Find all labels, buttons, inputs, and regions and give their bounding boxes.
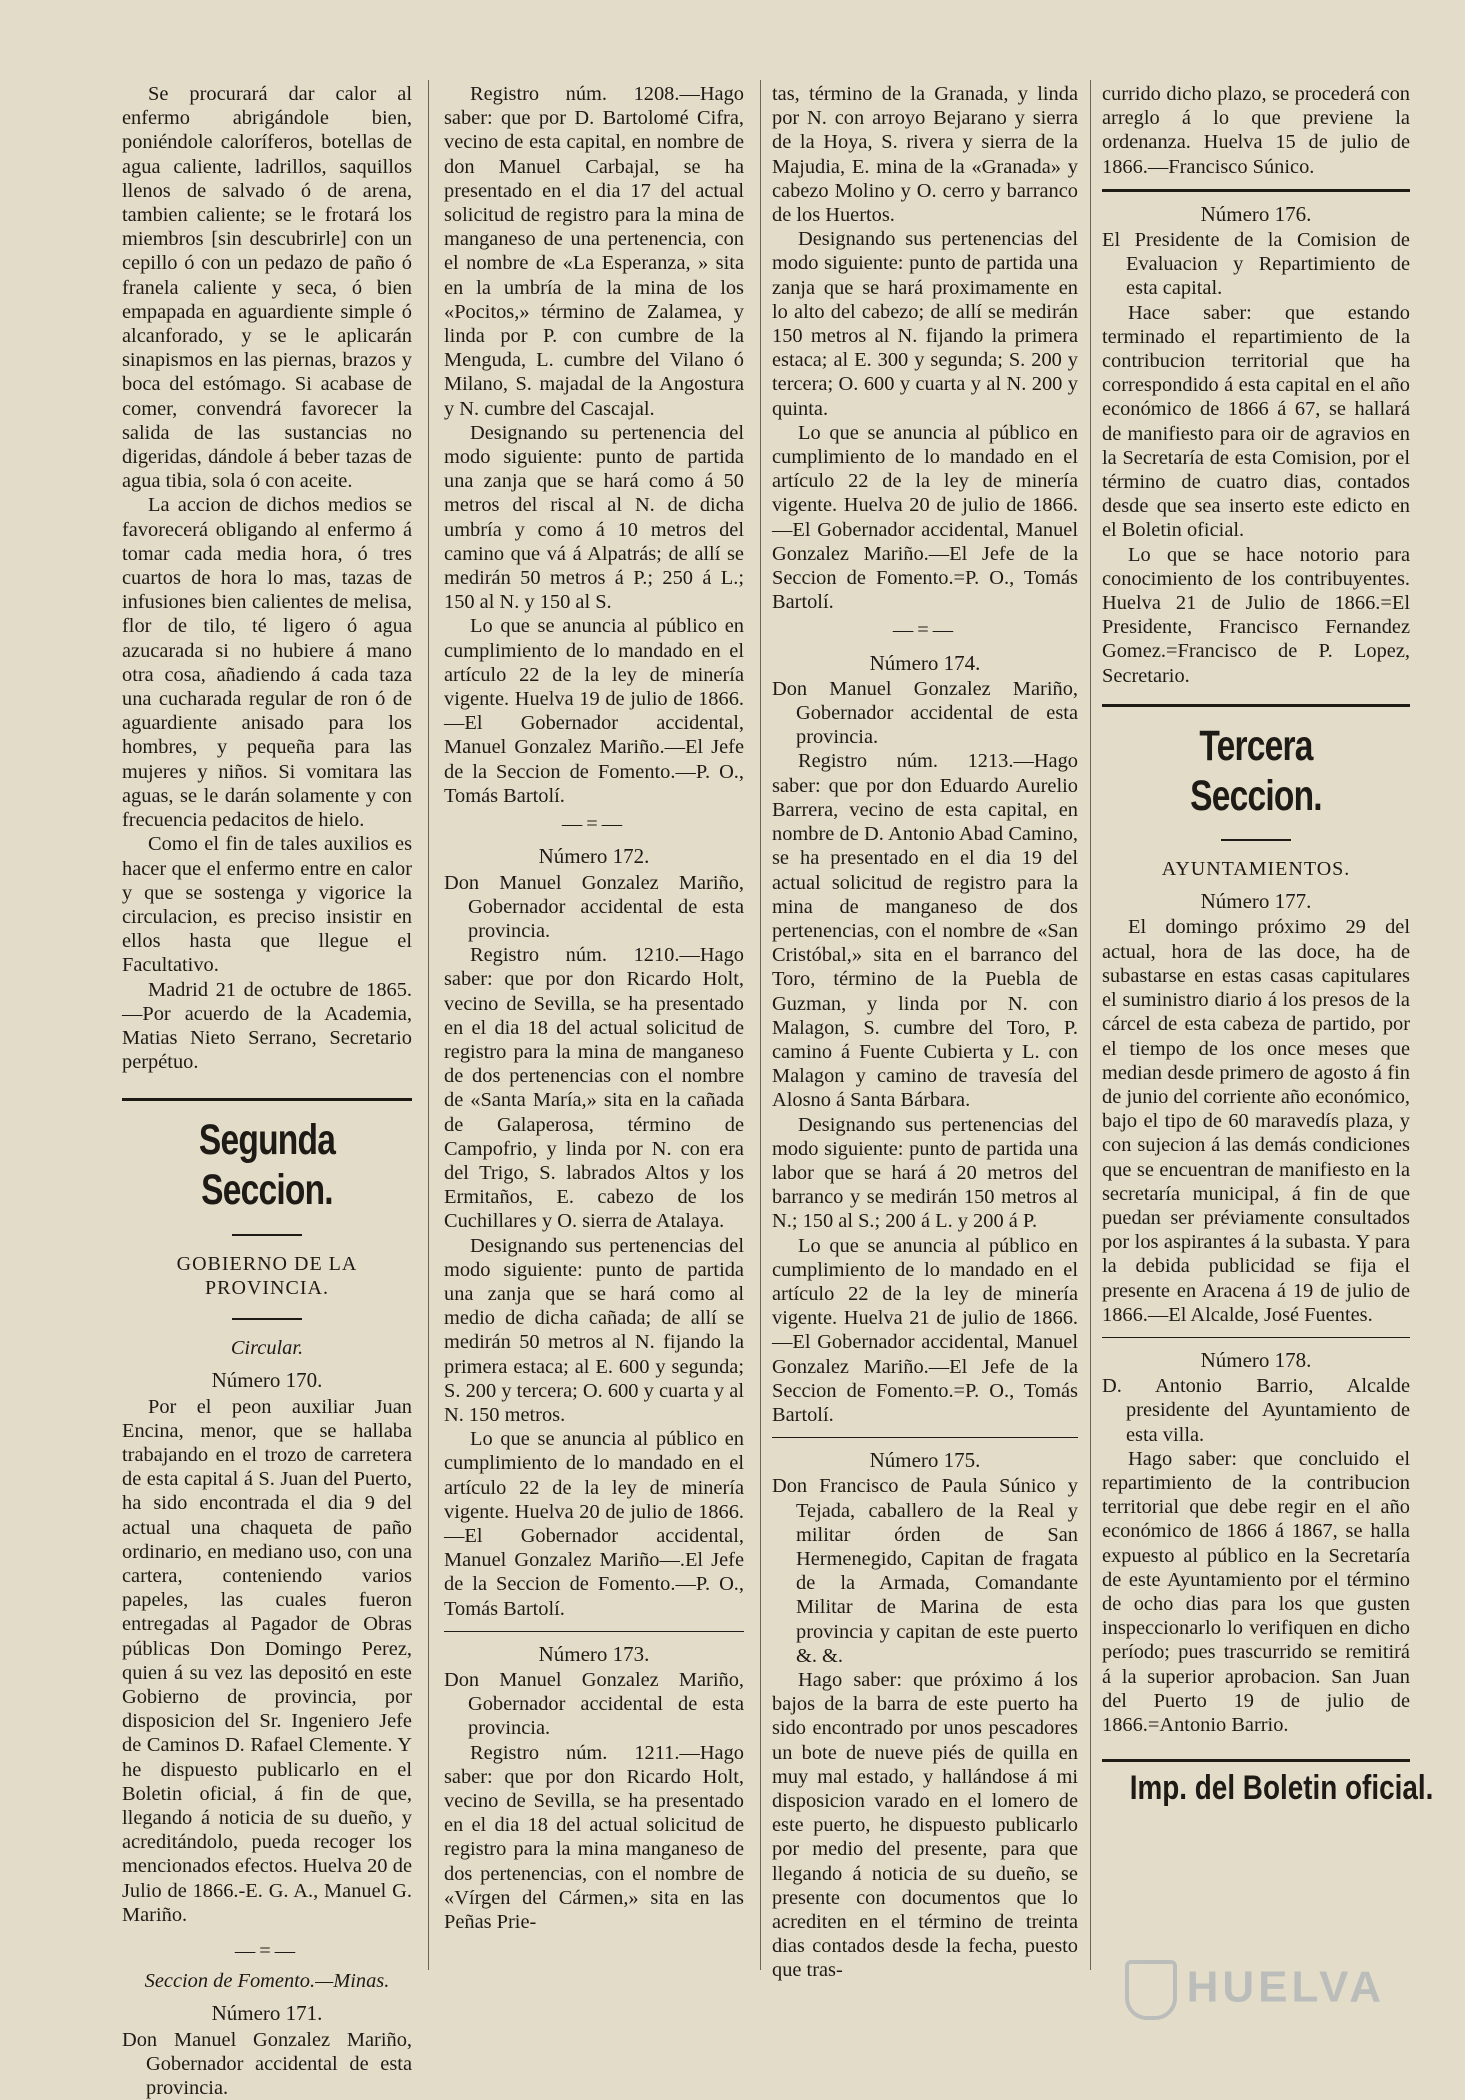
ornament-divider xyxy=(122,1306,412,1330)
subheading-ayuntamientos: AYUNTAMIENTOS. xyxy=(1161,858,1351,881)
subheading-gobierno: GOBIERNO DE LA PROVINCIA. xyxy=(176,1252,358,1299)
number-title: Número 177. xyxy=(1200,889,1312,914)
shield-icon xyxy=(1125,1960,1177,2020)
paragraph: Don Manuel Gonzalez Mariño, Gobernador accidental de esta provincia. xyxy=(444,871,744,942)
paragraph: Don Francisco de Paula Súnico y Tejada, caballero de la Real y militar órden de San Hermenegido, Capitan de fragata de la Armada, Comandante Militar de Marina de esta provincia y capitan de este puerto &. &. xyxy=(772,1475,1078,1667)
paragraph: Registro núm. 1210.—Hago saber: que por don Ricardo Holt, vecino de Sevilla, se ha presentado en el dia 18 del actual solicitud de registro para la mina de manganeso de dos pertenencias con el nombre de «Santa María,» sita en la cañada de Galaperosa, término de Campofrio, y linda por N. con era del Trigo, S. labrados Altos y los Ermitaños, E. cabezo de los Cuchillares y O. sierra de Atalaya. xyxy=(444,944,744,1233)
number-title: Número 175. xyxy=(869,1448,981,1473)
section-heading-tercera: Tercera Seccion. xyxy=(1190,721,1322,820)
circular-label: Circular. xyxy=(230,1337,304,1360)
paragraph: Don Manuel Gonzalez Mariño, Gobernador accidental de esta provincia. xyxy=(772,677,1078,749)
printer-imprint: Imp. del Boletin oficial. xyxy=(1129,1769,1434,1808)
paragraph: Lo que se anuncia al público en cumplimiento de lo mandado en el artículo 22 de la ley de minería vigente. Huelva 20 de julio de 1866.—El Gobernador accidental, Manuel Gonzalez Mariño.—El Jefe de la Seccion de Fomento.=P. O., Tomás Bartolí. xyxy=(772,421,1078,614)
paragraph: Como el fin de tales auxilios es hacer que el enfermo entre en calor y que se sostenga y vigorice la circulacion, es preciso insistir en ellos hasta que llegue el Facultativo. xyxy=(122,833,412,977)
section-rule xyxy=(1102,189,1410,192)
paragraph: Se procurará dar calor al enfermo abrigándole bien, poniéndole caloríferos, botellas de agua caliente, ladrillos, saquillos llenos de salvado ó de arena, tambien caliente; se le frotará los miembros [sin descubrirle] con un cepillo ó con un pedazo de paño ó franela caliente y seca, ó bien empapada en aguardiente simple ó alcanforado, y se le aplicarán sinapismos en las piernas, brazos y boca del estómago. Si acabase de comer, convendrá favorecer la salida de las sustancias no digeridas, dándole á beber tazas de agua tibia, sola ó con aceite. xyxy=(122,83,412,493)
separator: —=— xyxy=(561,813,627,836)
ornament-divider xyxy=(1102,827,1410,851)
paragraph: Designando su pertenencia del modo siguiente: punto de partida una zanja que se hará como á 50 metros del riscal al N. de dicha umbría y como á 10 metros del camino que vá á Alpatrás; de allí se medirán 50 metros á P.; 250 á L.; 150 al N. y 150 al S. xyxy=(444,421,744,614)
watermark-text: HUELVA xyxy=(1186,1962,1385,2012)
column-3 xyxy=(772,82,1078,1983)
number-title: Número 171. xyxy=(211,2001,323,2026)
paragraph: La accion de dichos medios se favorecerá obligando al enfermo á tomar cada media hora, ó tres cuartos de hora lo mas, tazas de infusiones bien calientes de melisa, flor de tilo, té ligero ó agua azucarada si no hubiere á mano otra cosa, añadiendo á cada taza una cucharada regular de ron ó de aguardiente anisado para los hombres, y pequeña para las mujeres y niños. Si vomitara las aguas, se le darán solamente y con frecuencia pedacitos de hielo. xyxy=(122,494,412,832)
section-rule xyxy=(1102,1759,1410,1762)
paragraph: Don Manuel Gonzalez Mariño, Gobernador accidental de esta provincia. xyxy=(122,2028,412,2100)
separator: —=— xyxy=(892,619,958,642)
paragraph: Lo que se anuncia al público en cumplimiento de lo mandado en el artículo 22 de la ley de minería vigente. Huelva 19 de julio de 1866.—El Gobernador accidental, Manuel Gonzalez Mariño.—El Jefe de la Seccion de Fomento.—P. O., Tomás Bartolí. xyxy=(444,615,744,807)
number-title: Número 170. xyxy=(211,1368,323,1393)
paragraph: currido dicho plazo, se procederá con arreglo á lo que previene la ordenanza. Huelva 15 de julio de 1866.—Francisco Súnico. xyxy=(1102,83,1410,178)
number-title: Número 172. xyxy=(538,844,650,869)
paragraph: Designando sus pertenencias del modo siguiente: punto de partida una labor que se hará á 20 metros del barranco y se medirán 150 metros al N.; 150 al S.; 200 á L. y 200 á P. xyxy=(772,1113,1078,1233)
paragraph: Lo que se anuncia al público en cumplimiento de lo mandado en el artículo 22 de la ley de minería vigente. Huelva 20 de julio de 1866.—El Gobernador accidental, Manuel Gonzalez Mariño—.El Jefe de la Seccion de Fomento.—P. O., Tomás Bartolí. xyxy=(444,1428,744,1620)
ornament-divider xyxy=(122,1221,412,1245)
column-1 xyxy=(122,82,412,2100)
paragraph: Designando sus pertenencias del modo siguiente: punto de partida una zanja que se hará proximamente en lo alto del cabezo; de allí se medirán 150 metros al N. fijando la primera estaca; al E. 300 y segunda; S. 200 y tercera; O. 600 y cuarta y al N. 200 y quinta. xyxy=(772,228,1078,420)
paragraph: El Presidente de la Comision de Evaluacion y Repartimiento de esta capital. xyxy=(1102,229,1410,300)
divider xyxy=(444,1631,744,1632)
column-divider xyxy=(1090,80,1091,1970)
section-heading-segunda: Segunda Seccion. xyxy=(198,1116,336,1215)
paragraph: Hago saber: que próximo á los bajos de la barra de este puerto ha sido encontrado por unos pescadores un bote de nueve piés de quilla en muy mal estado, y hallándose á mi disposicion varado en el lomero de este puerto, he dispuesto publicarlo por medio del presente, para que llegando á noticia de su dueño, se presente con documentos que lo acrediten en el término de treinta dias contados desde la fecha, puesto que tras- xyxy=(772,1669,1078,1982)
paragraph: D. Antonio Barrio, Alcalde presidente del Ayuntamiento de esta villa. xyxy=(1102,1375,1410,1446)
number-title: Número 178. xyxy=(1200,1347,1312,1372)
paragraph: El domingo próximo 29 del actual, hora de las doce, ha de subastarse en estas casas capitulares el suministro diario á los presos de la cárcel de esta cabeza de partido, por el tiempo de los once meses que median desde primero de agosto á fin de junio del corriente año económico, bajo el tipo de 60 maravedís plaza, y con sujecion á las demás condiciones que se encuentran de manifiesto en la secretaría municipal, á fin de que puedan ser préviamente consultados por los aspirantes á la subasta. Y para la debida publicidad se fija el presente en Aracena á 19 de julio de 1866.—El Alcalde, José Fuentes. xyxy=(1102,916,1411,1326)
paragraph: Hace saber: que estando terminado el repartimiento de la contribucion territorial que ha correspondido á esta capital en el año económico de 1866 á 67, se hallará de manifiesto para oir de agravios en la Secretaría de esta Comision, por el término de cuatro dias, contados desde que sea inserto este edicto en el Boletin oficial. xyxy=(1102,301,1410,542)
paragraph: Designando sus pertenencias del modo siguiente: punto de partida una zanja que se hará como al medio de dicha cañada; de allí se medirán 50 metros al N. fijando la primera estaca; al E. 600 y segunda; S. 200 y tercera; O. 600 y cuarta y al N. 150 metros. xyxy=(444,1234,744,1426)
paragraph: Registro núm. 1213.—Hago saber: que por don Eduardo Aurelio Barrera, vecino de esta capital, en nombre de D. Antonio Abad Camino, se ha presentado en el dia 19 del actual solicitud de registro para la mina de manganeso de dos pertenencias, con el nombre de «San Cristóbal,» sita en el barranco del Toro, término de la Puebla de Guzman, y linda por N. con Malagon, S. cumbre del Toro, P. camino á Fuente Cubierta y L. con Malagon y camino de travesía del Alosno á Santa Bárbara. xyxy=(772,750,1078,1112)
fomento-label: Seccion de Fomento.—Minas. xyxy=(144,1970,390,1993)
paragraph: Madrid 21 de octubre de 1865. —Por acuerdo de la Academia, Matias Nieto Serrano, Secretario perpétuo. xyxy=(122,978,412,1074)
number-title: Número 174. xyxy=(869,650,981,675)
paragraph: tas, término de la Granada, y linda por N. con arroyo Bejarano y sierra de la Hoya, S. rivera y sierra de la Majudia, E. mina de la «Granada» y cabezo Molino y O. cerro y barranco de los Huertos. xyxy=(772,83,1078,227)
paragraph: Lo que se anuncia al público en cumplimiento de lo mandado en el artículo 22 de la ley de minería vigente. Huelva 21 de julio de 1866.—El Gobernador accidental, Manuel Gonzalez Mariño.—El Jefe de la Seccion de Fomento.=P. O., Tomás Bartolí. xyxy=(772,1234,1078,1426)
paragraph: Registro núm. 1208.—Hago saber: que por D. Bartolomé Cifra, vecino de esta capital, en nombre de don Manuel Carbajal, se ha presentado en el dia 17 del actual solicitud de registro para la mina de manganeso de una pertenencia, con el nombre de «La Esperanza, » sita en la umbría de la mina de los «Pocitos,» término de Zalamea, y linda por P. con cumbre de la Menguda, L. cumbre del Vilano ó Milano, S. majadal de la Angostura y N. cumbre del Cascajal. xyxy=(444,83,744,420)
column-divider xyxy=(428,80,429,1970)
section-rule xyxy=(122,1098,412,1101)
separator: —=— xyxy=(234,1940,300,1963)
divider xyxy=(1102,1337,1410,1338)
archive-watermark xyxy=(1125,1960,1385,2020)
paragraph: Registro núm. 1211.—Hago saber: que por don Ricardo Holt, vecino de Sevilla, se ha presentado en el dia 18 del actual solicitud de registro para la mina manganeso de dos pertenencias, con el nombre de «Vírgen del Cármen,» sita en las Peñas Prie- xyxy=(444,1741,744,1934)
divider xyxy=(772,1437,1078,1438)
column-divider xyxy=(760,80,761,1970)
paragraph: Don Manuel Gonzalez Mariño, Gobernador accidental de esta provincia. xyxy=(444,1669,744,1740)
paragraph: Hago saber: que concluido el repartimiento de la contribucion territorial que debe regir en el año económico de 1866 á 1867, se halla expuesto al público en la Secretaría de este Ayuntamiento por el término de ocho dias para los que gusten inspeccionarlo lo verifiquen en dicho período; pues trascurrido se remitirá á la superior aprobacion. San Juan del Puerto 19 de julio de 1866.=Antonio Barrio. xyxy=(1102,1447,1410,1736)
section-rule xyxy=(1102,704,1410,707)
number-title: Número 176. xyxy=(1200,201,1312,226)
paragraph: Por el peon auxiliar Juan Encina, menor, que se hallaba trabajando en el trozo de carretera de esta capital á S. Juan del Puerto, ha sido encontrada el dia 9 del actual una chaqueta de paño ordinario, en mediano uso, con una cartera, conteniendo varios papeles, las cuales fueron entregadas al Pagador de Obras públicas Don Domingo Perez, quien á su vez las depositó en este Gobierno de provincia, por disposicion del Sr. Ingeniero Jefe de Caminos D. Rafael Clemente. Y he dispuesto publicarlo en el Boletin oficial, á fin de que, llegando á noticia de su dueño, y acreditándolo, pueda recoger los mencionados efectos. Huelva 20 de Julio de 1866.-E. G. A., Manuel G. Mariño. xyxy=(122,1395,412,1926)
number-title: Número 173. xyxy=(538,1641,650,1666)
paragraph: Lo que se hace notorio para conocimiento de los contribuyentes. Huelva 21 de Julio de 1866.=El Presidente, Francisco Fernandez Gomez.=Francisco de P. Lopez, Secretario. xyxy=(1102,543,1410,687)
column-4 xyxy=(1102,82,1434,1808)
column-2 xyxy=(444,82,744,1934)
